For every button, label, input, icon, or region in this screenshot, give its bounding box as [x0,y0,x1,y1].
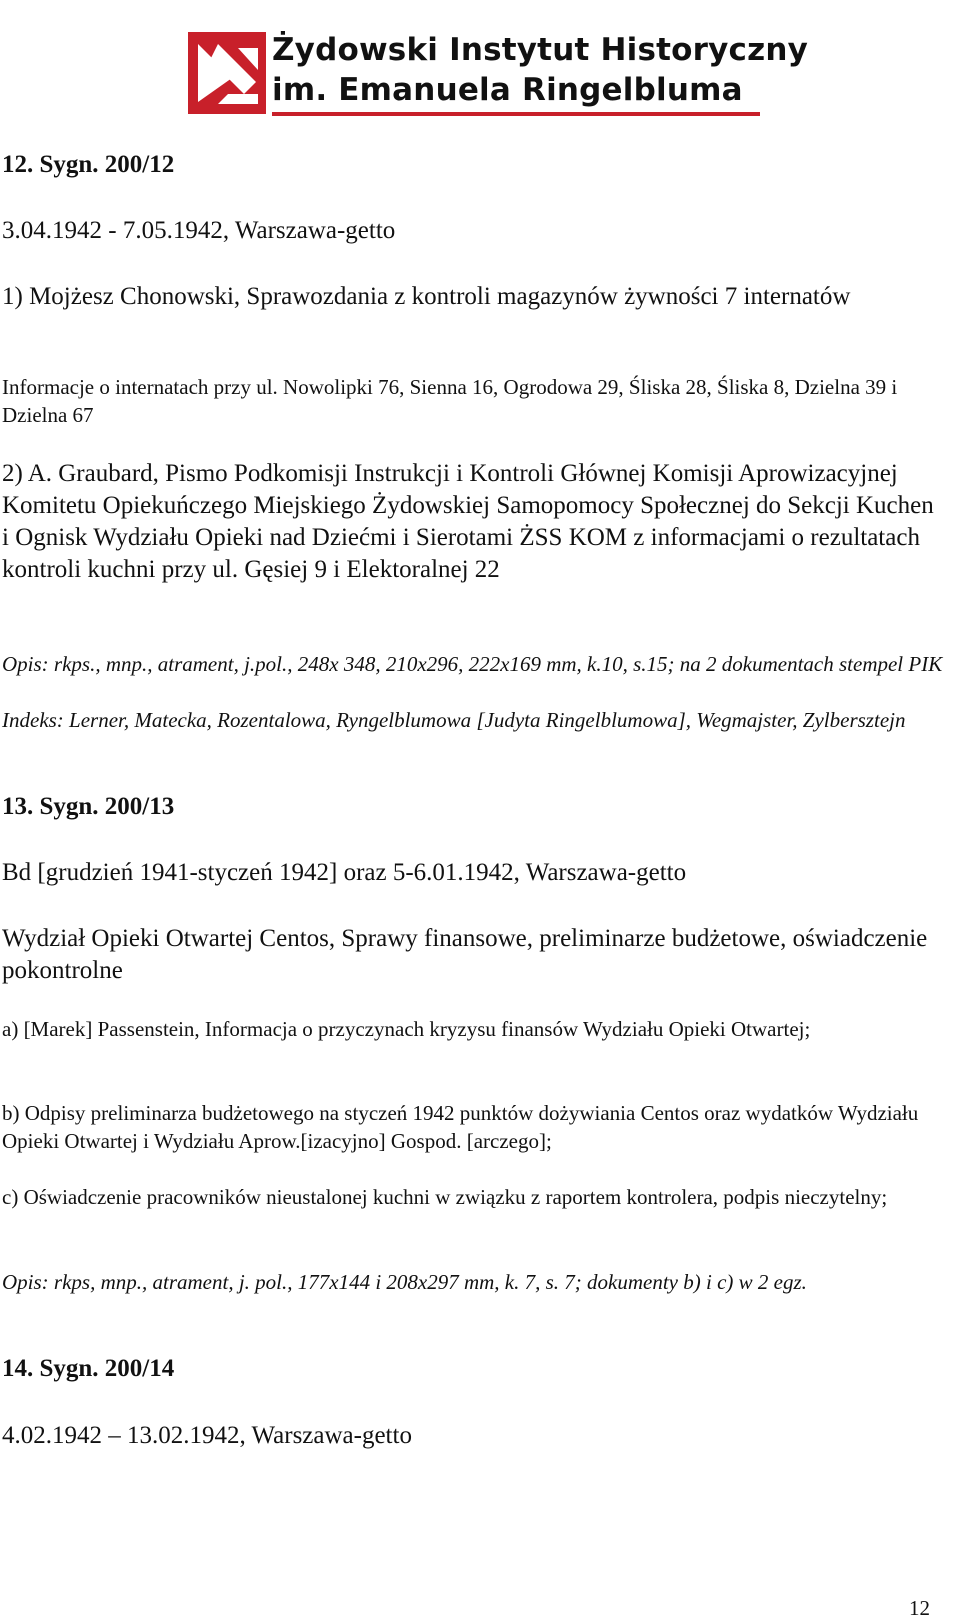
entry-item-note: Informacje o internatach przy ul. Nowolipki 76, Sienna 16, Ogrodowa 29, Śliska 28, Śliska 8, Dzielna 39 i Dzielna 67 [2,375,898,427]
entry-description: Opis: rkps, mnp., atrament, j. pol., 177x144 i 208x297 mm, k. 7, s. 7; dokumenty b) i c) w 2 egz. [2,1270,807,1294]
institute-logo [188,30,809,116]
entry-heading: 14. Sygn. 200/14 [2,1355,175,1382]
page-number: 12 [909,1596,930,1620]
entry-item: 2) A. Graubard, Pismo Podkomisji Instrukcji i Kontroli Głównej Komisji Aprowizacyjnej Komitetu Opiekuńczego Miejskiego Żydowskiej Samopomocy Społecznej do Sekcji Kuchen i Ognisk Wydziału Opieki nad Dziećmi i Sierotami ŻSS KOM z informacjami o rezultatach kontroli kuchni przy ul. Gęsiej 9 i Elektoralnej 22 [2,460,934,583]
entry-item: b) Odpisy preliminarza budżetowego na styczeń 1942 punktów dożywiania Centos oraz wydatków Wydziału Opieki Otwartej i Wydziału Aprow.[izacyjno] Gospod. [arczego]; [2,1101,919,1153]
entry-item: c) Oświadczenie pracowników nieustalonej kuchni w związku z raportem kontrolera, podpis nieczytelny; [2,1185,888,1209]
entry-index: Indeks: Lerner, Matecka, Rozentalowa, Ryngelblumowa [Judyta Ringelblumowa], Wegmajster, Zylbersztejn [2,708,906,732]
entry-item: a) [Marek] Passenstein, Informacja o przyczynach kryzysu finansów Wydziału Opieki Otwartej; [2,1017,811,1041]
entry-title: Wydział Opieki Otwartej Centos, Sprawy finansowe, preliminarze budżetowe, oświadczenie pokontrolne [2,925,928,984]
entry-date: 3.04.1942 - 7.05.1942, Warszawa-getto [2,217,396,244]
logo-underline [272,112,760,116]
entry-date: Bd [grudzień 1941-styczeń 1942] oraz 5-6.01.1942, Warszawa-getto [2,859,687,886]
logo-institute-name: Żydowski Instytut Historyczny [272,32,809,68]
entry-item: 1) Mojżesz Chonowski, Sprawozdania z kontroli magazynów żywności 7 internatów [2,283,851,310]
entry-heading: 12. Sygn. 200/12 [2,151,175,178]
institute-emblem-icon [188,30,268,116]
entry-date: 4.02.1942 – 13.02.1942, Warszawa-getto [2,1422,412,1449]
entry-description: Opis: rkps., mnp., atrament, j.pol., 248x 348, 210x296, 222x169 mm, k.10, s.15; na 2 dokumentach stempel PIK [2,652,943,676]
entry-heading: 13. Sygn. 200/13 [2,793,175,820]
logo-institute-patron: im. Emanuela Ringelbluma [272,72,743,108]
